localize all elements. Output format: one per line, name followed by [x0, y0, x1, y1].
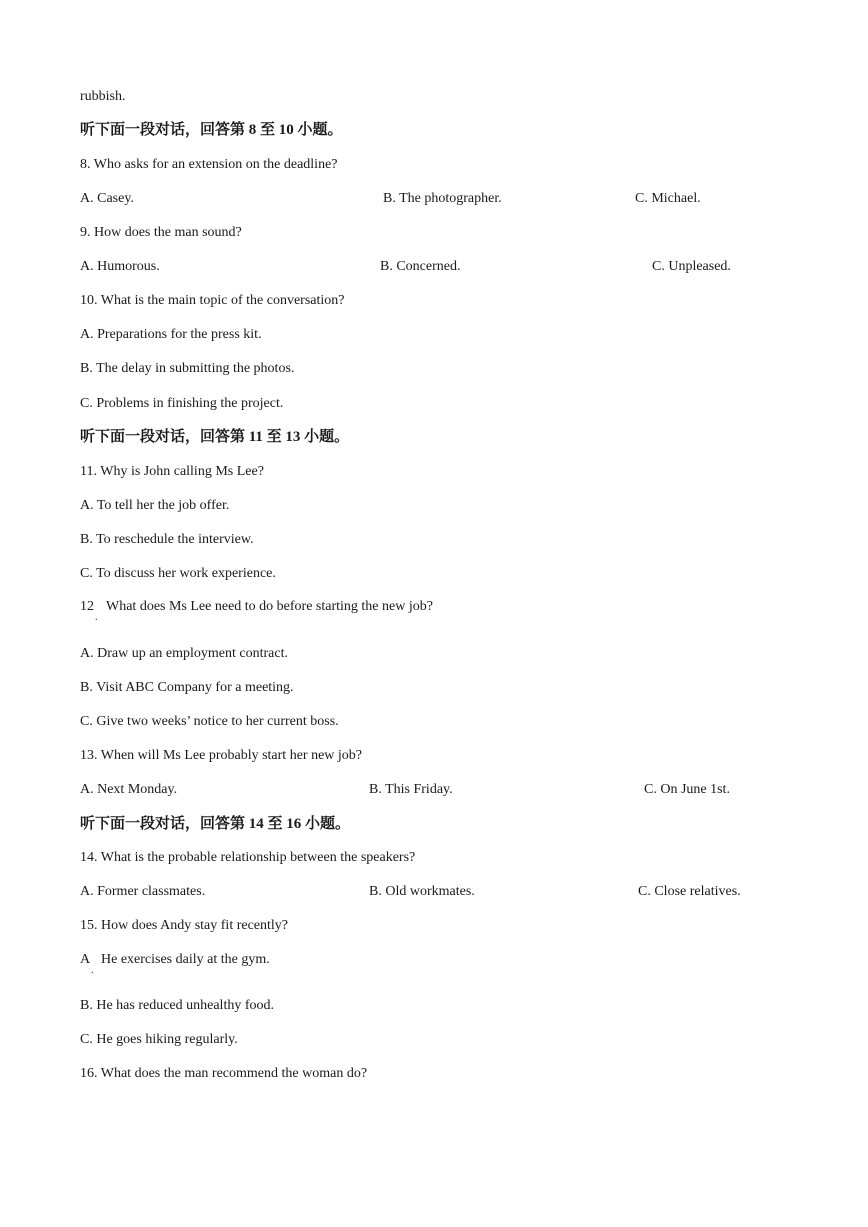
- question-14: 14. What is the probable relationship between the speakers?: [80, 850, 416, 865]
- option-a: He exercises daily at the gym.: [101, 952, 270, 967]
- option-c: C. Unpleased.: [652, 259, 731, 274]
- question-15: 15. How does Andy stay fit recently?: [80, 918, 289, 933]
- option-a: A. Humorous.: [80, 259, 160, 274]
- question-12: What does Ms Lee need to do before starting the new job?: [106, 599, 433, 614]
- option-b: B. To reschedule the interview.: [80, 532, 254, 547]
- question-16: 16. What does the man recommend the woman do?: [80, 1066, 368, 1081]
- section-heading-14-16: 听下面一段对话，回答第 14 至 16 小题。: [80, 816, 351, 832]
- option-a: A. Draw up an employment contract.: [80, 646, 288, 661]
- question-10: 10. What is the main topic of the conversation?: [80, 293, 345, 308]
- option-c: C. On June 1st.: [644, 782, 730, 797]
- option-a: A. Former classmates.: [80, 884, 206, 899]
- option-c: C. Problems in finishing the project.: [80, 396, 284, 411]
- option-b: B. Visit ABC Company for a meeting.: [80, 680, 294, 695]
- question-11: 11. Why is John calling Ms Lee?: [80, 464, 264, 479]
- options-q8: [80, 190, 780, 208]
- question-12-number: 12: [80, 599, 94, 614]
- option-b: B. The photographer.: [383, 191, 502, 206]
- text-fragment: rubbish.: [80, 89, 126, 104]
- options-q14: [80, 883, 780, 901]
- option-a: A. Casey.: [80, 191, 134, 206]
- option-a: A. To tell her the job offer.: [80, 498, 230, 513]
- option-a-letter: A: [80, 952, 91, 967]
- option-c: C. Give two weeks’ notice to her current boss.: [80, 714, 339, 729]
- options-q13: [80, 781, 780, 799]
- option-b: B. He has reduced unhealthy food.: [80, 998, 274, 1013]
- dot-mark: .: [91, 965, 94, 976]
- dot-mark: .: [95, 612, 98, 623]
- option-c: C. Michael.: [635, 191, 701, 206]
- option-b: B. Old workmates.: [369, 884, 475, 899]
- question-8: 8. Who asks for an extension on the deadline?: [80, 157, 338, 172]
- option-b: B. This Friday.: [369, 782, 453, 797]
- options-q9: [80, 258, 780, 276]
- option-b: B. Concerned.: [380, 259, 461, 274]
- option-c: C. To discuss her work experience.: [80, 566, 276, 581]
- section-heading-8-10: 听下面一段对话，回答第 8 至 10 小题。: [80, 122, 343, 138]
- option-a: A. Preparations for the press kit.: [80, 327, 262, 342]
- option-a: A. Next Monday.: [80, 782, 178, 797]
- question-13: 13. When will Ms Lee probably start her new job?: [80, 748, 363, 763]
- section-heading-11-13: 听下面一段对话，回答第 11 至 13 小题。: [80, 429, 350, 445]
- question-9: 9. How does the man sound?: [80, 225, 242, 240]
- option-b: B. The delay in submitting the photos.: [80, 361, 295, 376]
- option-c: C. Close relatives.: [638, 884, 741, 899]
- option-c: C. He goes hiking regularly.: [80, 1032, 238, 1047]
